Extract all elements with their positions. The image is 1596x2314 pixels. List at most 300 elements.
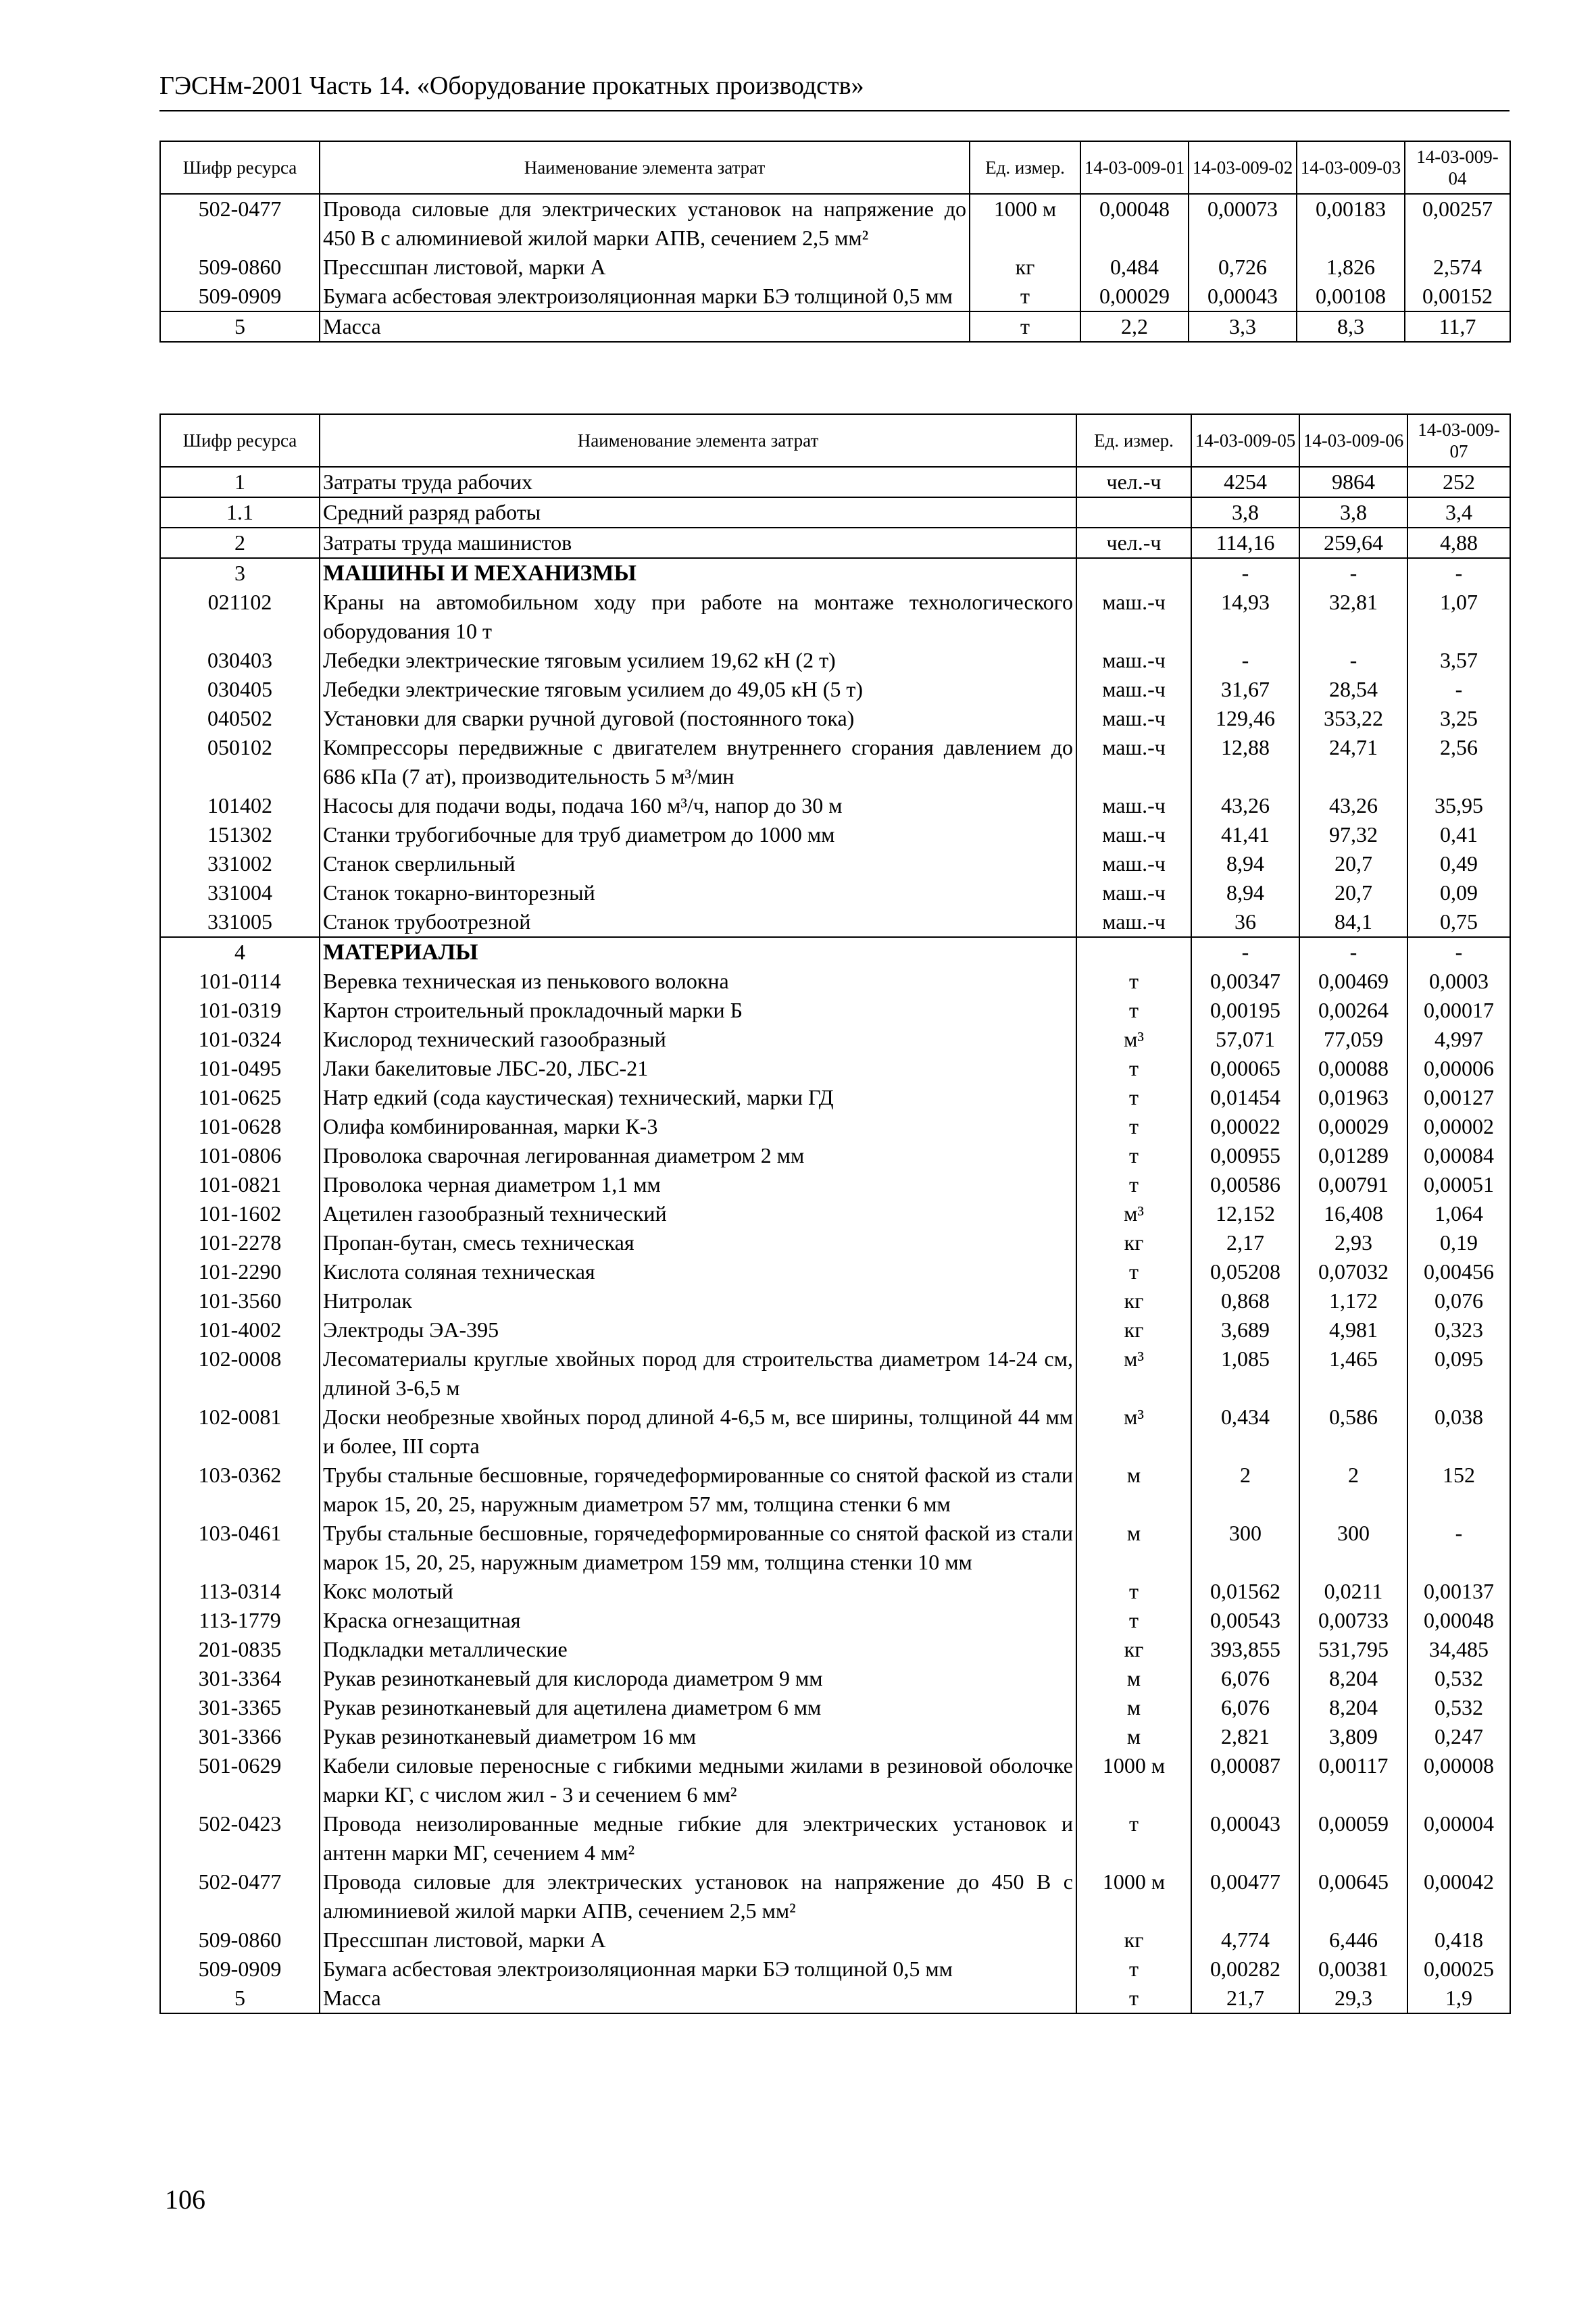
resource-code: 301-3364 (160, 1664, 320, 1693)
resource-code: 501-0629 (160, 1751, 320, 1809)
resource-name: Затраты труда машинистов (320, 528, 1076, 558)
unit-of-measure: маш.-ч (1076, 704, 1191, 733)
value-cell: 0,434 (1191, 1403, 1299, 1461)
value-cell: 0,00029 (1299, 1112, 1407, 1141)
value-cell: 24,71 (1299, 733, 1407, 791)
unit-of-measure: маш.-ч (1076, 733, 1191, 791)
value-cell: 0,095 (1407, 1344, 1510, 1403)
resource-name: Лаки бакелитовые ЛБС-20, ЛБС-21 (320, 1054, 1076, 1083)
resource-name: Провода силовые для электрических установок на напряжение до 450 В с алюминиевой жилой марки АПВ, сечением 2,5 мм² (320, 1867, 1076, 1926)
value-cell: 2 (1191, 1461, 1299, 1519)
value-cell: 12,88 (1191, 733, 1299, 791)
column-header: Наименование элемента затрат (320, 141, 970, 194)
value-cell: 0,00347 (1191, 967, 1299, 996)
resource-code: 102-0081 (160, 1403, 320, 1461)
table-row (160, 1926, 1510, 1955)
value-cell: 14,93 (1191, 588, 1299, 646)
value-cell: 0,00002 (1407, 1112, 1510, 1141)
resource-code: 2 (160, 528, 320, 558)
unit-of-measure: т (1076, 1112, 1191, 1141)
resource-code: 1 (160, 467, 320, 497)
section-title: МАТЕРИАЛЫ (320, 937, 1076, 967)
unit-of-measure (1076, 937, 1191, 967)
value-cell: 43,26 (1299, 791, 1407, 820)
resource-name: Масса (320, 311, 970, 342)
value-cell: 1,172 (1299, 1286, 1407, 1315)
table-row (160, 282, 1510, 311)
resource-code: 103-0362 (160, 1461, 320, 1519)
value-cell: 1,085 (1191, 1344, 1299, 1403)
resource-name: Провода неизолированные медные гибкие для электрических установок и антенн марки МГ, сечением 4 мм² (320, 1809, 1076, 1867)
table-row (160, 937, 1510, 967)
value-cell: 1,07 (1407, 588, 1510, 646)
value-cell: 114,16 (1191, 528, 1299, 558)
resource-name: Кислород технический газообразный (320, 1025, 1076, 1054)
value-cell: 0,00043 (1189, 282, 1297, 311)
value-cell: 12,152 (1191, 1199, 1299, 1228)
value-cell: 0,00073 (1189, 194, 1297, 253)
unit-of-measure: чел.-ч (1076, 528, 1191, 558)
resource-code: 101-0628 (160, 1112, 320, 1141)
resource-name: Насосы для подачи воды, подача 160 м³/ч, напор до 30 м (320, 791, 1076, 820)
table-row (160, 996, 1510, 1025)
resource-code: 331002 (160, 849, 320, 878)
table-row (160, 253, 1510, 282)
value-cell: 2,2 (1080, 311, 1189, 342)
value-cell: 0,00084 (1407, 1141, 1510, 1170)
unit-of-measure: 1000 м (1076, 1867, 1191, 1926)
resource-name: Подкладки металлические (320, 1635, 1076, 1664)
unit-of-measure: т (970, 282, 1080, 311)
value-cell: 2,17 (1191, 1228, 1299, 1257)
resource-code: 509-0860 (160, 253, 320, 282)
value-cell: 21,7 (1191, 1984, 1299, 2013)
resource-code: 030403 (160, 646, 320, 675)
value-cell: - (1407, 937, 1510, 967)
value-cell: 0,75 (1407, 907, 1510, 937)
value-cell: 3,4 (1407, 497, 1510, 528)
unit-of-measure: маш.-ч (1076, 588, 1191, 646)
table-row (160, 1025, 1510, 1054)
table-row (160, 1809, 1510, 1867)
resource-code: 030405 (160, 675, 320, 704)
unit-of-measure: кг (1076, 1926, 1191, 1955)
resource-name: Веревка техническая из пенькового волокна (320, 967, 1076, 996)
unit-of-measure: 1000 м (970, 194, 1080, 253)
value-cell: 0,00042 (1407, 1867, 1510, 1926)
resource-code: 502-0477 (160, 194, 320, 253)
value-cell: 0,49 (1407, 849, 1510, 878)
value-cell: 20,7 (1299, 849, 1407, 878)
resource-code: 101-0114 (160, 967, 320, 996)
value-cell: 0,00257 (1405, 194, 1510, 253)
value-cell: 0,323 (1407, 1315, 1510, 1344)
resource-code: 113-1779 (160, 1606, 320, 1635)
column-header: 14-03-009-05 (1191, 414, 1299, 467)
value-cell: 1,064 (1407, 1199, 1510, 1228)
resource-code: 101-0319 (160, 996, 320, 1025)
value-cell: 97,32 (1299, 820, 1407, 849)
value-cell: 35,95 (1407, 791, 1510, 820)
column-header: Шифр ресурса (160, 141, 320, 194)
resource-code: 201-0835 (160, 1635, 320, 1664)
value-cell: 84,1 (1299, 907, 1407, 937)
value-cell: 0,00183 (1297, 194, 1405, 253)
table-row (160, 588, 1510, 646)
unit-of-measure: м (1076, 1519, 1191, 1577)
value-cell: 0,726 (1189, 253, 1297, 282)
resource-code: 509-0909 (160, 1955, 320, 1984)
unit-of-measure: кг (1076, 1286, 1191, 1315)
value-cell: 0,09 (1407, 878, 1510, 907)
value-cell: 2 (1299, 1461, 1407, 1519)
value-cell: 4,981 (1299, 1315, 1407, 1344)
value-cell: 0,00152 (1405, 282, 1510, 311)
resource-code: 050102 (160, 733, 320, 791)
value-cell: 152 (1407, 1461, 1510, 1519)
value-cell: 0,532 (1407, 1664, 1510, 1693)
resource-name: Краска огнезащитная (320, 1606, 1076, 1635)
unit-of-measure: т (1076, 996, 1191, 1025)
value-cell: 0,00008 (1407, 1751, 1510, 1809)
value-cell: 0,00043 (1191, 1809, 1299, 1867)
value-cell: 4254 (1191, 467, 1299, 497)
value-cell: 0,00477 (1191, 1867, 1299, 1926)
value-cell: 1,9 (1407, 1984, 1510, 2013)
value-cell: 0,00955 (1191, 1141, 1299, 1170)
value-cell: 9864 (1299, 467, 1407, 497)
resource-name: Кокс молотый (320, 1577, 1076, 1606)
value-cell: 8,94 (1191, 878, 1299, 907)
value-cell: 0,00048 (1407, 1606, 1510, 1635)
resource-code: 101-0806 (160, 1141, 320, 1170)
table-row (160, 1664, 1510, 1693)
resource-code: 101402 (160, 791, 320, 820)
table-row (160, 1344, 1510, 1403)
table-row (160, 1141, 1510, 1170)
resource-name: Краны на автомобильном ходу при работе на монтаже технологического оборудования 10 т (320, 588, 1076, 646)
table-row (160, 1693, 1510, 1722)
value-cell: 6,076 (1191, 1664, 1299, 1693)
value-cell: - (1407, 1519, 1510, 1577)
resource-code: 101-0821 (160, 1170, 320, 1199)
value-cell: 0,00117 (1299, 1751, 1407, 1809)
value-cell: 0,00087 (1191, 1751, 1299, 1809)
unit-of-measure: м³ (1076, 1025, 1191, 1054)
resource-code: 331004 (160, 878, 320, 907)
value-cell: 0,00381 (1299, 1955, 1407, 1984)
value-cell: 4,88 (1407, 528, 1510, 558)
value-cell: 0,484 (1080, 253, 1189, 282)
unit-of-measure: маш.-ч (1076, 878, 1191, 907)
unit-of-measure: т (1076, 967, 1191, 996)
table-row (160, 1083, 1510, 1112)
value-cell: 1,826 (1297, 253, 1405, 282)
resource-name: Рукав резинотканевый для кислорода диаметром 9 мм (320, 1664, 1076, 1693)
table-row (160, 497, 1510, 528)
table-row (160, 528, 1510, 558)
table-row (160, 733, 1510, 791)
resource-code: 101-1602 (160, 1199, 320, 1228)
value-cell: 252 (1407, 467, 1510, 497)
value-cell: 0,586 (1299, 1403, 1407, 1461)
table-row (160, 907, 1510, 937)
value-cell: - (1191, 558, 1299, 588)
value-cell: 0,00025 (1407, 1955, 1510, 1984)
value-cell: 3,809 (1299, 1722, 1407, 1751)
value-cell: 6,076 (1191, 1693, 1299, 1722)
value-cell: 0,418 (1407, 1926, 1510, 1955)
unit-of-measure: т (1076, 1955, 1191, 1984)
table-row (160, 1403, 1510, 1461)
resource-name: Бумага асбестовая электроизоляционная марки БЭ толщиной 0,5 мм (320, 1955, 1076, 1984)
unit-of-measure: т (1076, 1606, 1191, 1635)
resource-name: Станок трубоотрезной (320, 907, 1076, 937)
resource-code: 101-2290 (160, 1257, 320, 1286)
resource-name: Натр едкий (сода каустическая) технический, марки ГД (320, 1083, 1076, 1112)
value-cell: 0,05208 (1191, 1257, 1299, 1286)
value-cell: 0,00264 (1299, 996, 1407, 1025)
value-cell: 0,868 (1191, 1286, 1299, 1315)
resource-name: Проволока черная диаметром 1,1 мм (320, 1170, 1076, 1199)
column-header: Ед. измер. (970, 141, 1080, 194)
table-row (160, 878, 1510, 907)
resource-code: 101-0495 (160, 1054, 320, 1083)
value-cell: 0,00004 (1407, 1809, 1510, 1867)
value-cell: 0,0211 (1299, 1577, 1407, 1606)
resource-code: 021102 (160, 588, 320, 646)
resource-code: 103-0461 (160, 1519, 320, 1577)
value-cell: 0,41 (1407, 820, 1510, 849)
value-cell: 0,00022 (1191, 1112, 1299, 1141)
resource-name: Проволока сварочная легированная диаметром 2 мм (320, 1141, 1076, 1170)
value-cell: 300 (1191, 1519, 1299, 1577)
unit-of-measure: т (1076, 1141, 1191, 1170)
value-cell: 41,41 (1191, 820, 1299, 849)
column-header: 14-03-009-07 (1407, 414, 1510, 467)
unit-of-measure: т (1076, 1984, 1191, 2013)
value-cell: - (1191, 937, 1299, 967)
column-header: 14-03-009-01 (1080, 141, 1189, 194)
value-cell: 0,00051 (1407, 1170, 1510, 1199)
resource-code: 4 (160, 937, 320, 967)
resource-name: Лесоматериалы круглые хвойных пород для строительства диаметром 14-24 см, длиной 3-6,5 м (320, 1344, 1076, 1403)
resource-table-2 (159, 413, 1511, 2014)
value-cell: 0,00456 (1407, 1257, 1510, 1286)
resource-code: 509-0860 (160, 1926, 320, 1955)
value-cell: 3,25 (1407, 704, 1510, 733)
resource-name: Станок токарно-винторезный (320, 878, 1076, 907)
unit-of-measure: т (1076, 1577, 1191, 1606)
value-cell: 0,00469 (1299, 967, 1407, 996)
table-row (160, 1867, 1510, 1926)
unit-of-measure: т (1076, 1054, 1191, 1083)
table-row (160, 1228, 1510, 1257)
unit-of-measure: м (1076, 1693, 1191, 1722)
value-cell: 0,01963 (1299, 1083, 1407, 1112)
value-cell: 0,00137 (1407, 1577, 1510, 1606)
resource-code: 301-3366 (160, 1722, 320, 1751)
value-cell: - (1191, 646, 1299, 675)
resource-table-1 (159, 141, 1511, 343)
value-cell: 0,00733 (1299, 1606, 1407, 1635)
value-cell: 3,3 (1189, 311, 1297, 342)
resource-name: Доски необрезные хвойных пород длиной 4-6,5 м, все ширины, толщиной 44 мм и более, III сорта (320, 1403, 1076, 1461)
resource-name: Кислота соляная техническая (320, 1257, 1076, 1286)
resource-name: Рукав резинотканевый диаметром 16 мм (320, 1722, 1076, 1751)
value-cell: 20,7 (1299, 878, 1407, 907)
resource-name: Пропан-бутан, смесь техническая (320, 1228, 1076, 1257)
page-number: 106 (165, 2184, 205, 2215)
resource-name: Затраты труда рабочих (320, 467, 1076, 497)
unit-of-measure: м (1076, 1722, 1191, 1751)
value-cell: 129,46 (1191, 704, 1299, 733)
value-cell: 36 (1191, 907, 1299, 937)
value-cell: 0,00017 (1407, 996, 1510, 1025)
unit-of-measure: м³ (1076, 1199, 1191, 1228)
value-cell: 0,038 (1407, 1403, 1510, 1461)
unit-of-measure: маш.-ч (1076, 791, 1191, 820)
resource-name: Нитролак (320, 1286, 1076, 1315)
resource-code: 113-0314 (160, 1577, 320, 1606)
value-cell: 4,774 (1191, 1926, 1299, 1955)
unit-of-measure: маш.-ч (1076, 820, 1191, 849)
table-row (160, 675, 1510, 704)
value-cell: 8,204 (1299, 1693, 1407, 1722)
table-row (160, 1635, 1510, 1664)
table-row (160, 1199, 1510, 1228)
value-cell: 0,00108 (1297, 282, 1405, 311)
table-row (160, 1606, 1510, 1635)
unit-of-measure: м³ (1076, 1344, 1191, 1403)
table-row (160, 704, 1510, 733)
resource-name: Электроды ЭА-395 (320, 1315, 1076, 1344)
resource-code: 502-0477 (160, 1867, 320, 1926)
value-cell: 6,446 (1299, 1926, 1407, 1955)
value-cell: 259,64 (1299, 528, 1407, 558)
value-cell: 2,821 (1191, 1722, 1299, 1751)
value-cell: 3,8 (1299, 497, 1407, 528)
unit-of-measure: м³ (1076, 1403, 1191, 1461)
value-cell: 28,54 (1299, 675, 1407, 704)
value-cell: 0,247 (1407, 1722, 1510, 1751)
value-cell: 0,00048 (1080, 194, 1189, 253)
table-row (160, 1054, 1510, 1083)
table-row (160, 194, 1510, 253)
value-cell: 393,855 (1191, 1635, 1299, 1664)
resource-name: Бумага асбестовая электроизоляционная марки БЭ толщиной 0,5 мм (320, 282, 970, 311)
value-cell: 2,93 (1299, 1228, 1407, 1257)
value-cell: - (1299, 646, 1407, 675)
resource-name: Провода силовые для электрических установок на напряжение до 450 В с алюминиевой жилой марки АПВ, сечением 2,5 мм² (320, 194, 970, 253)
value-cell: 0,19 (1407, 1228, 1510, 1257)
value-cell: 0,00645 (1299, 1867, 1407, 1926)
table-row (160, 1955, 1510, 1984)
value-cell: 31,67 (1191, 675, 1299, 704)
table-row (160, 558, 1510, 588)
value-cell: 0,00195 (1191, 996, 1299, 1025)
resource-code: 101-3560 (160, 1286, 320, 1315)
value-cell: 0,00088 (1299, 1054, 1407, 1083)
resource-code: 5 (160, 311, 320, 342)
table-row (160, 1984, 1510, 2013)
table-row (160, 1461, 1510, 1519)
resource-name: Масса (320, 1984, 1076, 2013)
resource-name: Картон строительный прокладочный марки Б (320, 996, 1076, 1025)
unit-of-measure: маш.-ч (1076, 907, 1191, 937)
column-header: 14-03-009-02 (1189, 141, 1297, 194)
value-cell: 57,071 (1191, 1025, 1299, 1054)
column-header: Шифр ресурса (160, 414, 320, 467)
unit-of-measure: чел.-ч (1076, 467, 1191, 497)
value-cell: 0,00029 (1080, 282, 1189, 311)
value-cell: - (1299, 558, 1407, 588)
resource-name: Прессшпан листовой, марки А (320, 1926, 1076, 1955)
table-row (160, 1577, 1510, 1606)
value-cell: 16,408 (1299, 1199, 1407, 1228)
resource-code: 1.1 (160, 497, 320, 528)
value-cell: 3,8 (1191, 497, 1299, 528)
value-cell: 77,059 (1299, 1025, 1407, 1054)
resource-name: Установки для сварки ручной дуговой (постоянного тока) (320, 704, 1076, 733)
value-cell: 43,26 (1191, 791, 1299, 820)
column-header: Ед. измер. (1076, 414, 1191, 467)
resource-name: Ацетилен газообразный технический (320, 1199, 1076, 1228)
resource-name: Трубы стальные бесшовные, горячедеформированные со снятой фаской из стали марок 15, 20, 25, наружным диаметром 57 мм, толщина стенки 6 мм (320, 1461, 1076, 1519)
resource-code: 5 (160, 1984, 320, 2013)
resource-name: Компрессоры передвижные с двигателем внутреннего сгорания давлением до 686 кПа (7 ат), производительность 5 м³/мин (320, 733, 1076, 791)
value-cell: 0,00006 (1407, 1054, 1510, 1083)
value-cell: 300 (1299, 1519, 1407, 1577)
column-header: Наименование элемента затрат (320, 414, 1076, 467)
unit-of-measure (1076, 497, 1191, 528)
column-header: 14-03-009-04 (1405, 141, 1510, 194)
table-row (160, 1257, 1510, 1286)
unit-of-measure: т (1076, 1809, 1191, 1867)
value-cell: 0,0003 (1407, 967, 1510, 996)
value-cell: 3,57 (1407, 646, 1510, 675)
table-row (160, 311, 1510, 342)
resource-code: 102-0008 (160, 1344, 320, 1403)
table-row (160, 1170, 1510, 1199)
resource-code: 3 (160, 558, 320, 588)
value-cell: 8,3 (1297, 311, 1405, 342)
table-row (160, 467, 1510, 497)
value-cell: 32,81 (1299, 588, 1407, 646)
value-cell: 8,94 (1191, 849, 1299, 878)
table-row (160, 1722, 1510, 1751)
column-header: 14-03-009-06 (1299, 414, 1407, 467)
value-cell: 0,00059 (1299, 1809, 1407, 1867)
value-cell: - (1299, 937, 1407, 967)
value-cell: 2,574 (1405, 253, 1510, 282)
resource-code: 151302 (160, 820, 320, 849)
value-cell: 0,00543 (1191, 1606, 1299, 1635)
unit-of-measure: маш.-ч (1076, 849, 1191, 878)
value-cell: 0,00127 (1407, 1083, 1510, 1112)
table-row (160, 967, 1510, 996)
resource-name: Лебедки электрические тяговым усилием 19,62 кН (2 т) (320, 646, 1076, 675)
value-cell: 0,00586 (1191, 1170, 1299, 1199)
resource-name: Средний разряд работы (320, 497, 1076, 528)
resource-code: 509-0909 (160, 282, 320, 311)
value-cell: 353,22 (1299, 704, 1407, 733)
unit-of-measure: маш.-ч (1076, 675, 1191, 704)
value-cell: 0,01289 (1299, 1141, 1407, 1170)
value-cell: 0,07032 (1299, 1257, 1407, 1286)
resource-code: 331005 (160, 907, 320, 937)
value-cell: 8,204 (1299, 1664, 1407, 1693)
